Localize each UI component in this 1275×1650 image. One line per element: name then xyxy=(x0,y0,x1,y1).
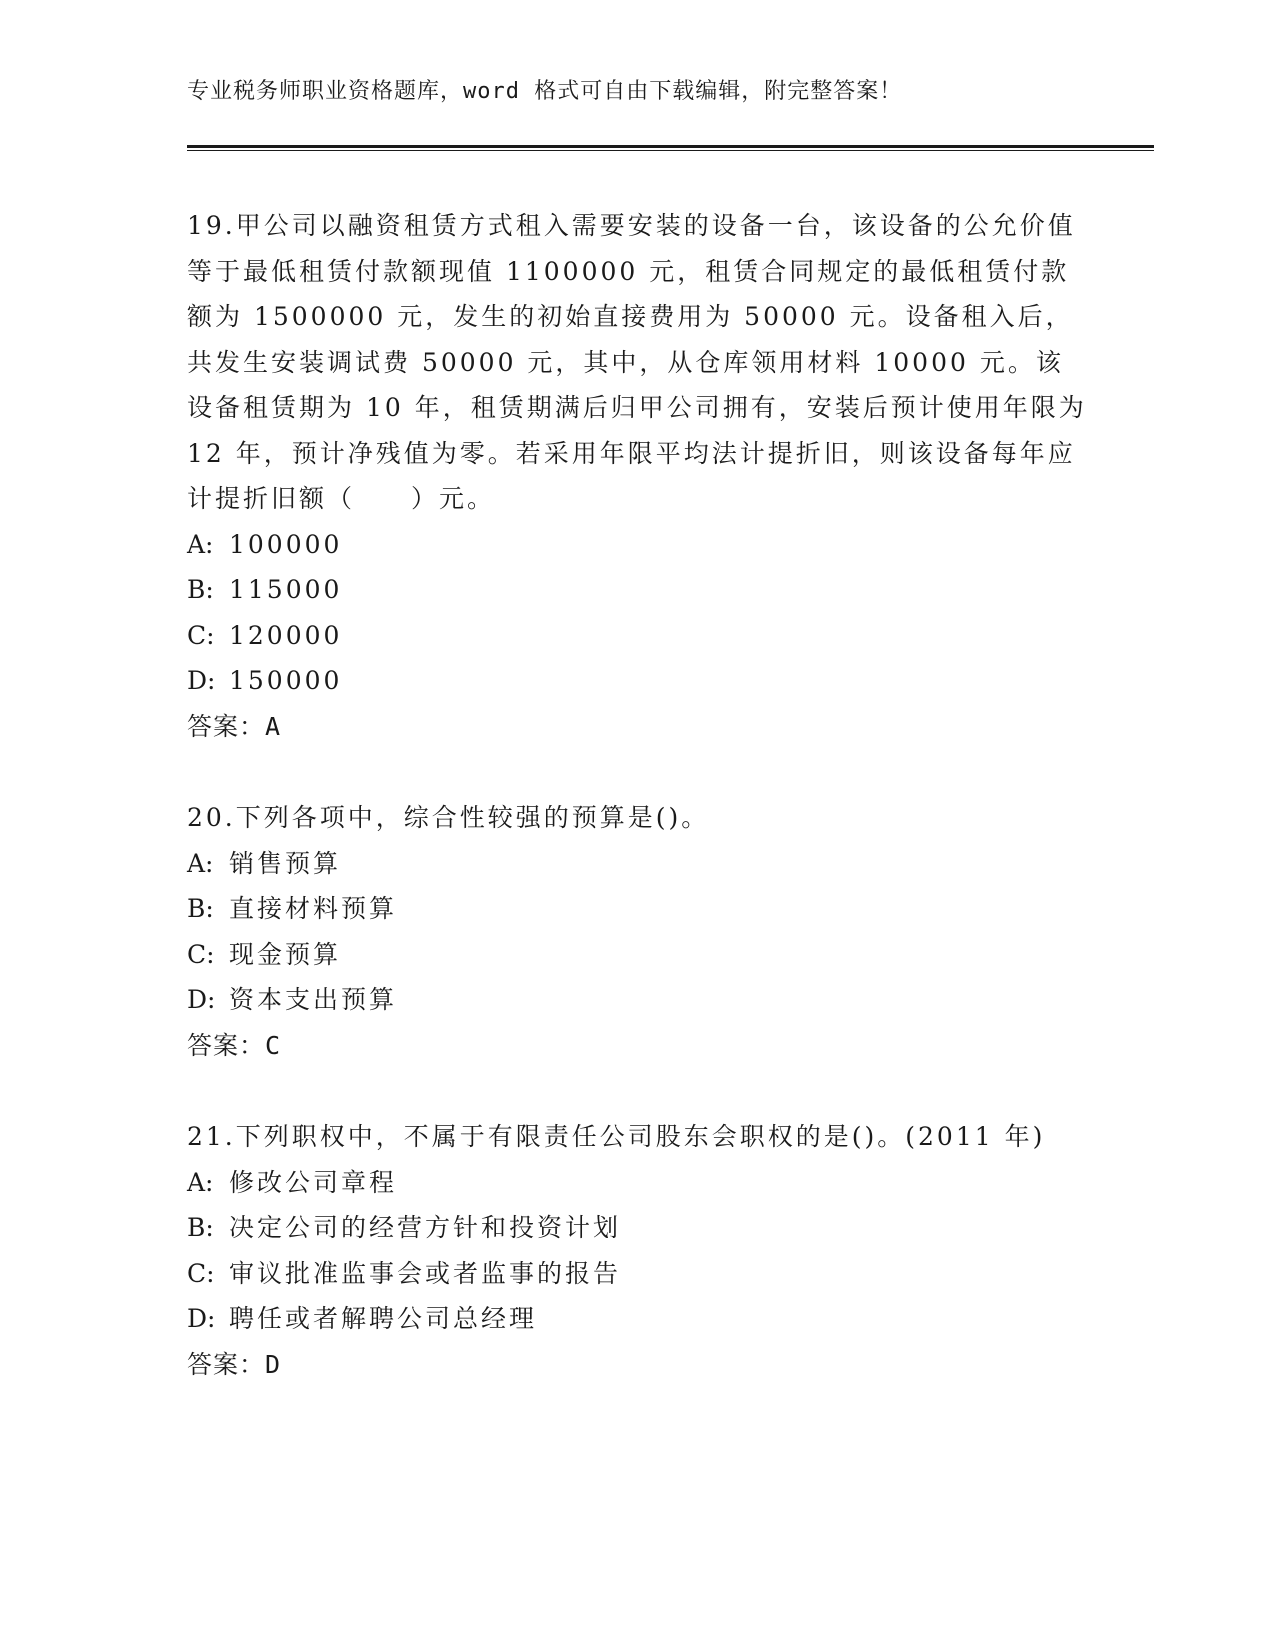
option-b xyxy=(187,1205,1087,1251)
answer-value: D xyxy=(265,1349,282,1379)
header-rule-thin xyxy=(187,150,1154,151)
option-d xyxy=(187,658,1087,704)
option-b xyxy=(187,886,1087,932)
option-letter: B: xyxy=(187,1213,214,1242)
option-text: 直接材料预算 xyxy=(229,894,398,923)
option-a xyxy=(187,841,1087,887)
question-stem: 19.甲公司以融资租赁方式租入需要安装的设备一台，该设备的公允价值等于最低租赁付款额现值 1100000 元，租赁合同规定的最低租赁付款额为 1500000 元，发生的初始直接费用为 50000 元。设备租入后，共发生安装调试费 50000 元，其中，从仓库领用材料 10000 元。该设备租赁期为 10 年，租赁期满后归甲公司拥有，安装后预计使用年限为 12 年，预计净残值为零。若采用年限平均法计提折旧，则该设备每年应计提折旧额（ ）元。 xyxy=(187,211,1087,513)
header-rule-thick xyxy=(187,145,1154,148)
question-20 xyxy=(187,795,1087,1068)
option-letter: C: xyxy=(187,620,215,650)
option-text: 资本支出预算 xyxy=(229,985,398,1014)
option-letter: A: xyxy=(187,1167,214,1197)
option-text: 销售预算 xyxy=(229,848,342,878)
option-text: 修改公司章程 xyxy=(229,1167,398,1197)
option-text: 100000 xyxy=(229,529,343,559)
option-text: 150000 xyxy=(229,666,343,695)
option-letter: B: xyxy=(187,575,214,604)
option-letter: D: xyxy=(187,1304,216,1333)
option-text: 120000 xyxy=(229,620,343,650)
option-letter: A: xyxy=(187,529,214,559)
question-list xyxy=(187,203,1087,1387)
question-stem: 20.下列各项中，综合性较强的预算是()。 xyxy=(187,803,710,832)
answer-value: C xyxy=(265,1030,282,1060)
option-a xyxy=(187,522,1087,568)
option-c xyxy=(187,613,1087,659)
option-text: 审议批准监事会或者监事的报告 xyxy=(229,1258,622,1288)
option-d xyxy=(187,1296,1087,1342)
question-stem: 21.下列职权中，不属于有限责任公司股东会职权的是()。(2011 年) xyxy=(187,1122,1046,1151)
option-b xyxy=(187,567,1087,613)
option-d xyxy=(187,977,1087,1023)
option-letter: C: xyxy=(187,1258,215,1288)
answer-line xyxy=(187,704,1087,750)
answer-line xyxy=(187,1342,1087,1388)
option-letter: B: xyxy=(187,894,214,923)
page-header: 专业税务师职业资格题库，word 格式可自由下载编辑，附完整答案！ xyxy=(187,79,903,104)
question-21 xyxy=(187,1114,1087,1387)
option-a xyxy=(187,1160,1087,1206)
answer-label: 答案： xyxy=(187,1349,266,1379)
option-letter: D: xyxy=(187,985,216,1014)
option-letter: D: xyxy=(187,666,216,695)
option-text: 现金预算 xyxy=(229,939,342,969)
option-text: 115000 xyxy=(229,575,343,604)
question-spacer xyxy=(187,749,1087,795)
answer-value: A xyxy=(265,711,282,741)
answer-label: 答案： xyxy=(187,1030,266,1060)
option-letter: C: xyxy=(187,939,215,969)
option-text: 决定公司的经营方针和投资计划 xyxy=(229,1213,622,1242)
question-19 xyxy=(187,203,1087,749)
option-text: 聘任或者解聘公司总经理 xyxy=(229,1304,538,1333)
answer-line xyxy=(187,1023,1087,1069)
option-letter: A: xyxy=(187,848,214,878)
option-c xyxy=(187,1251,1087,1297)
option-c xyxy=(187,932,1087,978)
answer-label: 答案： xyxy=(187,711,266,741)
question-spacer xyxy=(187,1068,1087,1114)
